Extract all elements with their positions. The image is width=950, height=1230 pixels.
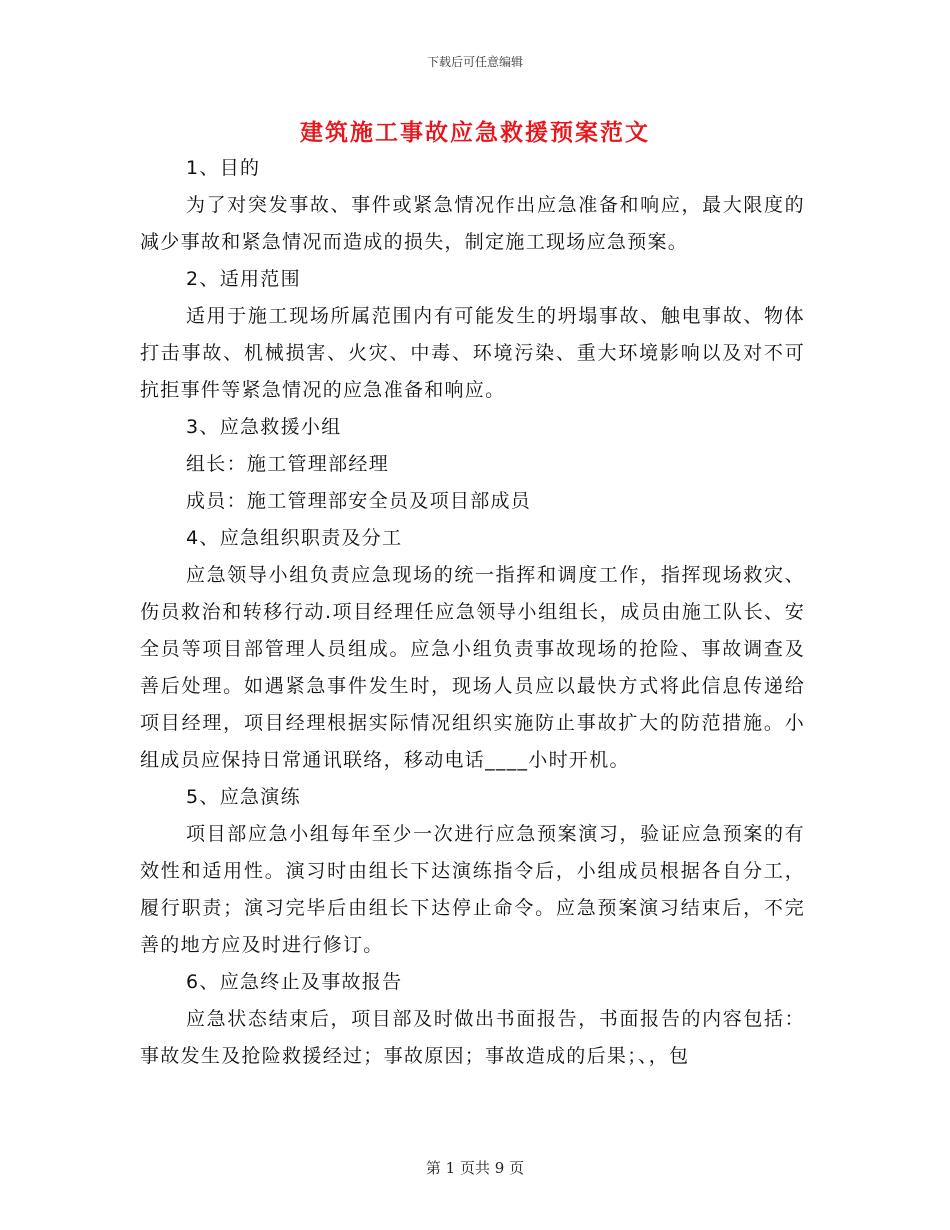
paragraph-duties: 应急领导小组负责应急现场的统一指挥和调度工作，指挥现场救灾、伤员救治和转移行动.项目经理任应急领导小组组长，成员由施工队长、安全员等项目部管理人员组成。应急小组负责事故现场的抢险、事故调查及善后处理。如遇紧急事件发生时，现场人员应以最快方式将此信息传递给项目经理，项目经理根据实际情况组织实施防止事故扩大的防范措施。小组成员应保持日常通讯联络，移动电话____小时开机。: [140, 564, 805, 771]
paragraph-scope: 适用于施工现场所属范围内有可能发生的坍塌事故、触电事故、物体打击事故、机械损害、火灾、中毒、环境污染、重大环境影响以及对不可抗拒事件等紧急情况的应急准备和响应。: [140, 305, 805, 401]
team-members-line: 成员：施工管理部安全员及项目部成员: [186, 490, 532, 512]
section-heading-purpose: 1、目的: [186, 157, 261, 179]
document-title: 建筑施工事故应急救援预案范文: [300, 119, 650, 146]
document-body: [140, 150, 805, 1075]
section-heading-scope: 2、适用范围: [186, 268, 301, 290]
section-heading-rescue-team: 3、应急救援小组: [186, 416, 342, 438]
section-heading-duties: 4、应急组织职责及分工: [186, 527, 403, 549]
section-heading-termination-report: 6、应急终止及事故报告: [186, 971, 403, 993]
paragraph-termination-report: 应急状态结束后，项目部及时做出书面报告，书面报告的内容包括：事故发生及抢险救援经过；事故原因；事故造成的后果；、，包: [140, 1008, 805, 1067]
header-note: 下载后可任意编辑: [426, 55, 523, 69]
paragraph-purpose: 为了对突发事故、事件或紧急情况作出应急准备和响应，最大限度的减少事故和紧急情况而造成的损失，制定施工现场应急预案。: [140, 194, 805, 253]
paragraph-drill: 项目部应急小组每年至少一次进行应急预案演习，验证应急预案的有效性和适用性。演习时由组长下达演练指令后，小组成员根据各自分工，履行职责；演习完毕后由组长下达停止命令。应急预案演习结束后，不完善的地方应及时进行修订。: [140, 823, 805, 956]
team-leader-line: 组长：施工管理部经理: [186, 453, 390, 475]
page-number: 第 1 页共 9 页: [425, 1159, 525, 1177]
section-heading-drill: 5、应急演练: [186, 786, 301, 808]
